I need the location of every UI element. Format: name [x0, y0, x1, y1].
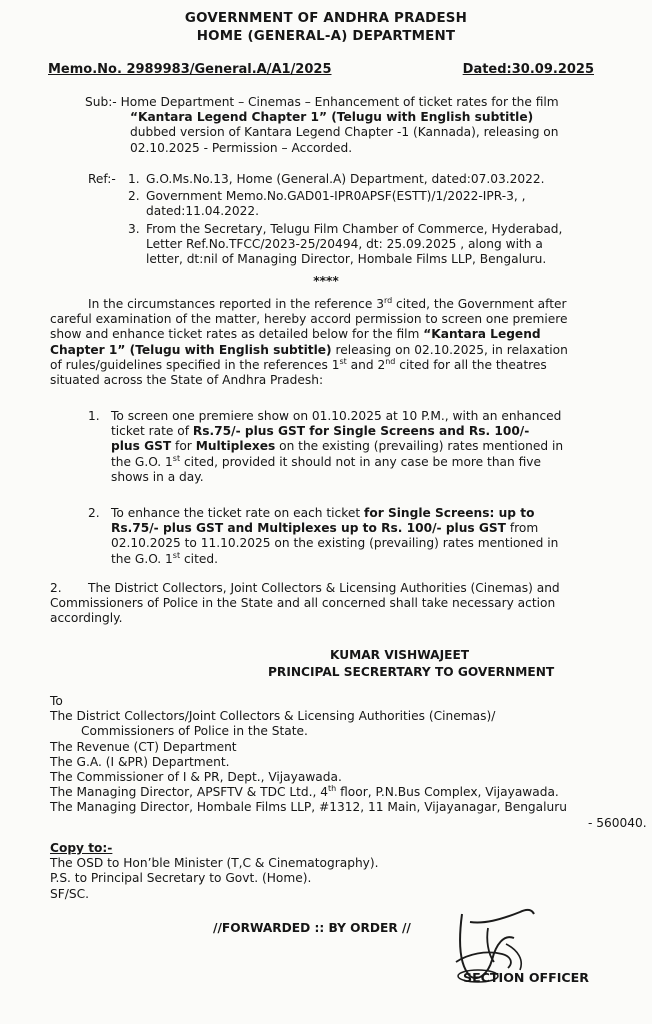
forwarded-by-order: //FORWARDED :: BY ORDER //	[213, 921, 411, 935]
subject-line-3: dubbed version of Kantara Legend Chapter -1 (Kannada), releasing on	[130, 125, 559, 140]
separator-stars: ****	[313, 274, 339, 288]
references-label: Ref:-	[88, 172, 116, 186]
reference-item-1: 1. G.O.Ms.No.13, Home (General.A) Department, dated:07.03.2022.	[128, 172, 545, 186]
reference-item-2: 2. Government Memo.No.GAD01-IPR0APSF(ESTT)/1/2022-IPR-3, , dated:11.04.2022.	[128, 189, 526, 219]
department-header: HOME (GENERAL-A) DEPARTMENT	[196, 29, 456, 44]
body-paragraph: In the circumstances reported in the reference 3rd cited, the Government after careful examination of the matter, hereby accord permission to screen one premiere show and enhance ticket rates as detailed below for the film “Kantara Legend Chapter 1” (Telugu with English subtitle) releasing on 02.10.2025, in relaxation of rules/guidelines specified in the references 1st and 2nd cited for all the theatres situated across the State of Andhra Pradesh:	[50, 295, 568, 388]
copy-to-label: Copy to:-	[50, 841, 113, 855]
memo-row	[48, 62, 594, 77]
memo-date: Dated:30.09.2025	[462, 62, 594, 77]
subject-line-4: 02.10.2025 - Permission – Accorded.	[130, 140, 353, 155]
reference-item-3: 3. From the Secretary, Telugu Film Chamber of Commerce, Hyderabad, Letter Ref.No.TFCC/2023-25/20494, dt: 25.09.2025 , along with a letter, dt:nil of Managing Director, Hombale Films LLP, Bengaluru.	[128, 221, 563, 267]
copy-to-section: Copy to:- The OSD to Hon’ble Minister (T,C & Cinematography). P.S. to Principal Secretary to Govt. (Home). SF/SC.	[50, 841, 610, 902]
signatory-name: KUMAR VISHWAJEET	[330, 648, 470, 662]
point-1: 1. To screen one premiere show on 01.10.2025 at 10 P.M., with an enhanced ticket rate of Rs.75/- plus GST for Single Screens and Rs. 100/- plus GST for Multiplexes on the existing (prevailing) rates mentioned in the G.O. 1st cited, provided it should not in any case be more than five shows in a day.	[88, 409, 564, 484]
paragraph-2: 2. The District Collectors, Joint Collectors & Licensing Authorities (Cinemas) and Commissioners of Police in the State and all concerned shall take necessary action accordingly.	[50, 581, 560, 626]
subject-block	[85, 95, 605, 156]
section-officer-title: SECTION OFFICER	[463, 970, 589, 985]
subject-label: Sub:-	[85, 95, 117, 109]
memo-number: Memo.No. 2989983/General.A/A1/2025	[48, 62, 332, 77]
to-section: To The District Collectors/Joint Collectors & Licensing Authorities (Cinemas)/ Commissioners of Police in the State. The Revenue (CT) Department The G.A. (I &PR) Department. The Commissioner of I & PR, Dept., Vijayawada. The Managing Director, APSFTV & TDC Ltd., 4th floor, P.N.Bus Complex, Vijayawada. The Managing Director, Hombale Films LLP, #1312, 11 Main, Vijayanagar, Bengaluru - 560040.	[50, 694, 647, 830]
subject-line-1: Home Department – Cinemas – Enhancement of ticket rates for the film	[120, 95, 559, 109]
references-block	[88, 172, 608, 267]
to-label: To	[50, 694, 63, 708]
government-header: GOVERNMENT OF ANDHRA PRADESH	[184, 11, 468, 26]
point-2: 2. To enhance the ticket rate on each ticket for Single Screens: up to Rs.75/- plus GST and Multiplexes up to Rs. 100/- plus GST from 02.10.2025 to 11.10.2025 on the existing (prevailing) rates mentioned in the G.O. 1st cited.	[88, 506, 559, 566]
signatory-title: PRINCIPAL SECRERTARY TO GOVERNMENT	[268, 665, 555, 679]
subject-film-title: “Kantara Legend Chapter 1” (Telugu with English subtitle)	[130, 110, 534, 125]
